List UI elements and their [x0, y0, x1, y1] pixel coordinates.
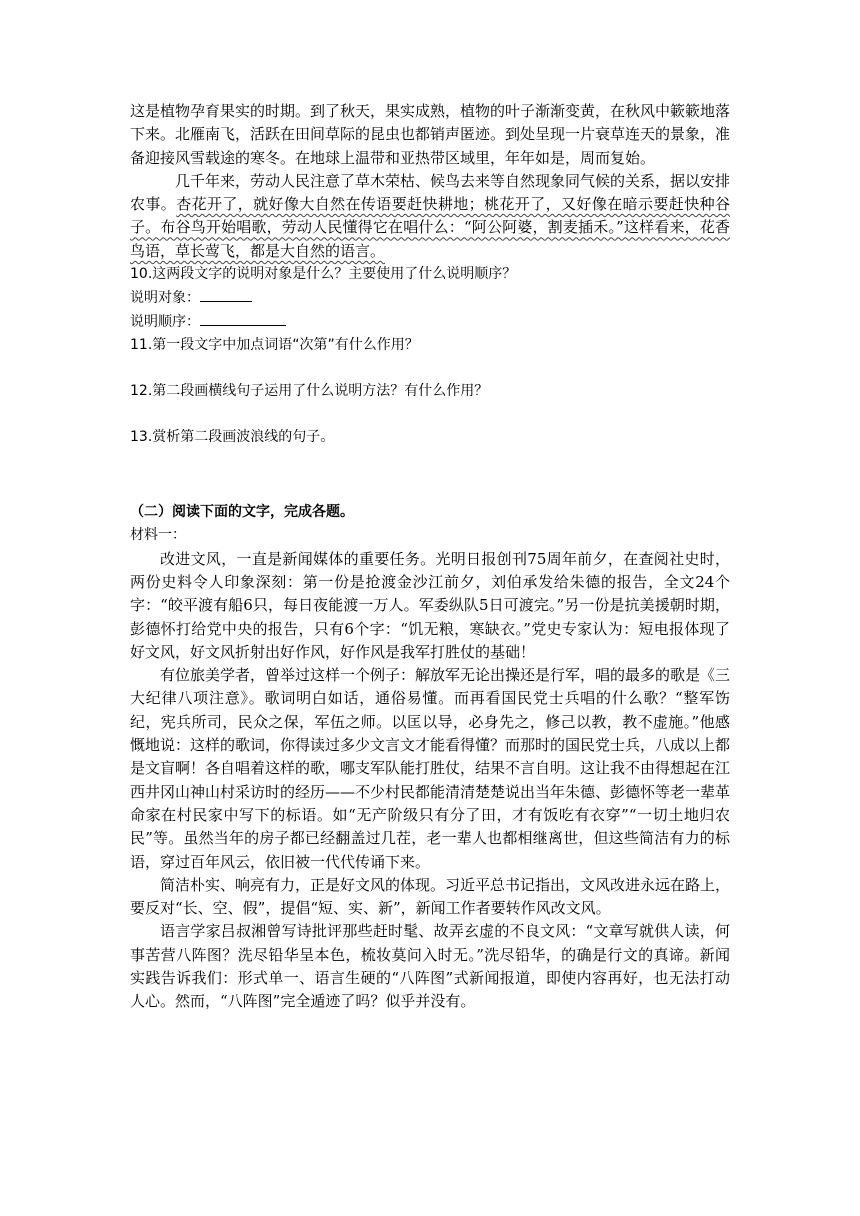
question-10: 10.这两段文字的说明对象是什么？主要使用了什么说明顺序？	[130, 266, 517, 283]
question-10-order-row	[130, 310, 730, 334]
material-label: 材料一：	[130, 527, 186, 544]
wavy-underlined-sentence: 杏花开了，就好像大自然在传语要赶快耕地；桃花开了，又好像在暗示要赶快种谷子。布谷鸟开始唱歌，劳动人民懂得它在唱什么：“阿公阿婆，割麦插禾。”这样看来，花香鸟语，草长莺飞，都是大自然的语言。	[130, 195, 730, 260]
question-10-object-row	[130, 286, 730, 310]
question-12: 12.第二段画横线句子运用了什么说明方法？有什么作用？	[130, 383, 489, 400]
answer-space-12	[130, 403, 730, 426]
section-spacer	[130, 449, 730, 501]
material-paragraph-2: 有位旅美学者，曾举过这样一个例子：解放军无论出操还是行军，唱的最多的歌是《三大纪律八项注意》。歌词明白如话，通俗易懂。而再看国民党士兵唱的什么歌？“整军饬纪，宪兵所司，民众之保，军伍之师。以匡以导，必身先之，修己以教，教不虚施。”他感慨地说：这样的歌词，你得读过多少文言文才能看得懂？而那时的国民党士兵，八成以上都是文盲啊！各自唱着这样的歌，哪支军队能打胜仗，结果不言自明。这让我不由得想起在江西井冈山神山村采访时的经历——不少村民都能清清楚楚说出当年朱德、彭德怀等老一辈革命家在村民家中写下的标语。如“无产阶级只有分了田，才有饭吃有衣穿”“一切土地归农民”等。虽然当年的房子都已经翻盖过几茬，老一辈人也都相继离世，但这些简洁有力的标语，穿过百年风云，依旧被一代代传诵下来。	[130, 666, 731, 871]
passage1-paragraph2-plain: 几千年来，劳动人民注意了草木荣枯、候鸟去来等自然现象同气候的关系，据以安排农事。	[130, 171, 731, 214]
passage1-paragraph2	[130, 170, 730, 263]
material-paragraph-3: 简洁朴实、响亮有力，正是好文风的体现。习近平总书记指出，文风改进永远在路上，要反对“长、空、假”，提倡“短、实、新”，新闻工作者要转作风改文风。	[130, 875, 731, 918]
section2-title: （二）阅读下面的文字，完成各题。	[130, 504, 354, 521]
material-paragraph-4: 语言学家吕叔湘曾写诗批评那些赶时髦、故弄玄虚的不良文风：“文章写就供人读，何事苦营八阵图？洗尽铅华呈本色，梳妆莫问入时无。”洗尽铅华，的确是行文的真谛。新闻实践告诉我们：形式单一、语言生硬的“八阵图”式新闻报道，即使内容再好，也无法打动人心。然而，“八阵图”完全遁迹了吗？似乎并没有。	[130, 922, 730, 1011]
question-11: 11.第一段文字中加点词语“次第”有什么作用？	[130, 337, 419, 354]
material-paragraph-1: 改进文风，一直是新闻媒体的重要任务。光明日报创刊75周年前夕，在查阅社史时，两份史料令人印象深刻：第一份是抢渡金沙江前夕，刘伯承发给朱德的报告，全文24个字：“皎平渡有船6只，每日夜能渡一万人。军委纵队5日可渡完。”另一份是抗美援朝时期，彭德怀打给党中央的报告，只有6个字：“饥无粮，寒缺衣。”党史专家认为：短电报体现了好文风，好文风折射出好作风，好作风是我军打胜仗的基础！	[130, 549, 730, 661]
answer-blank-order[interactable]	[200, 310, 286, 326]
question-13: 13.赏析第二段画波浪线的句子。	[130, 429, 335, 446]
question-10-object-label: 说明对象：	[130, 290, 200, 307]
answer-space-11	[130, 357, 730, 380]
answer-blank-object[interactable]	[200, 286, 252, 302]
question-10-order-label: 说明顺序：	[130, 314, 200, 331]
document-page	[130, 100, 730, 1014]
passage1-paragraph1: 这是植物孕育果实的时期。到了秋天，果实成熟，植物的叶子渐渐变黄，在秋风中簌簌地落下来。北雁南飞，活跃在田间草际的昆虫也都销声匿迹。到处呈现一片衰草连天的景象，准备迎接风雪载途的寒冬。在地球上温带和亚热带区域里，年年如是，周而复始。	[130, 102, 731, 167]
